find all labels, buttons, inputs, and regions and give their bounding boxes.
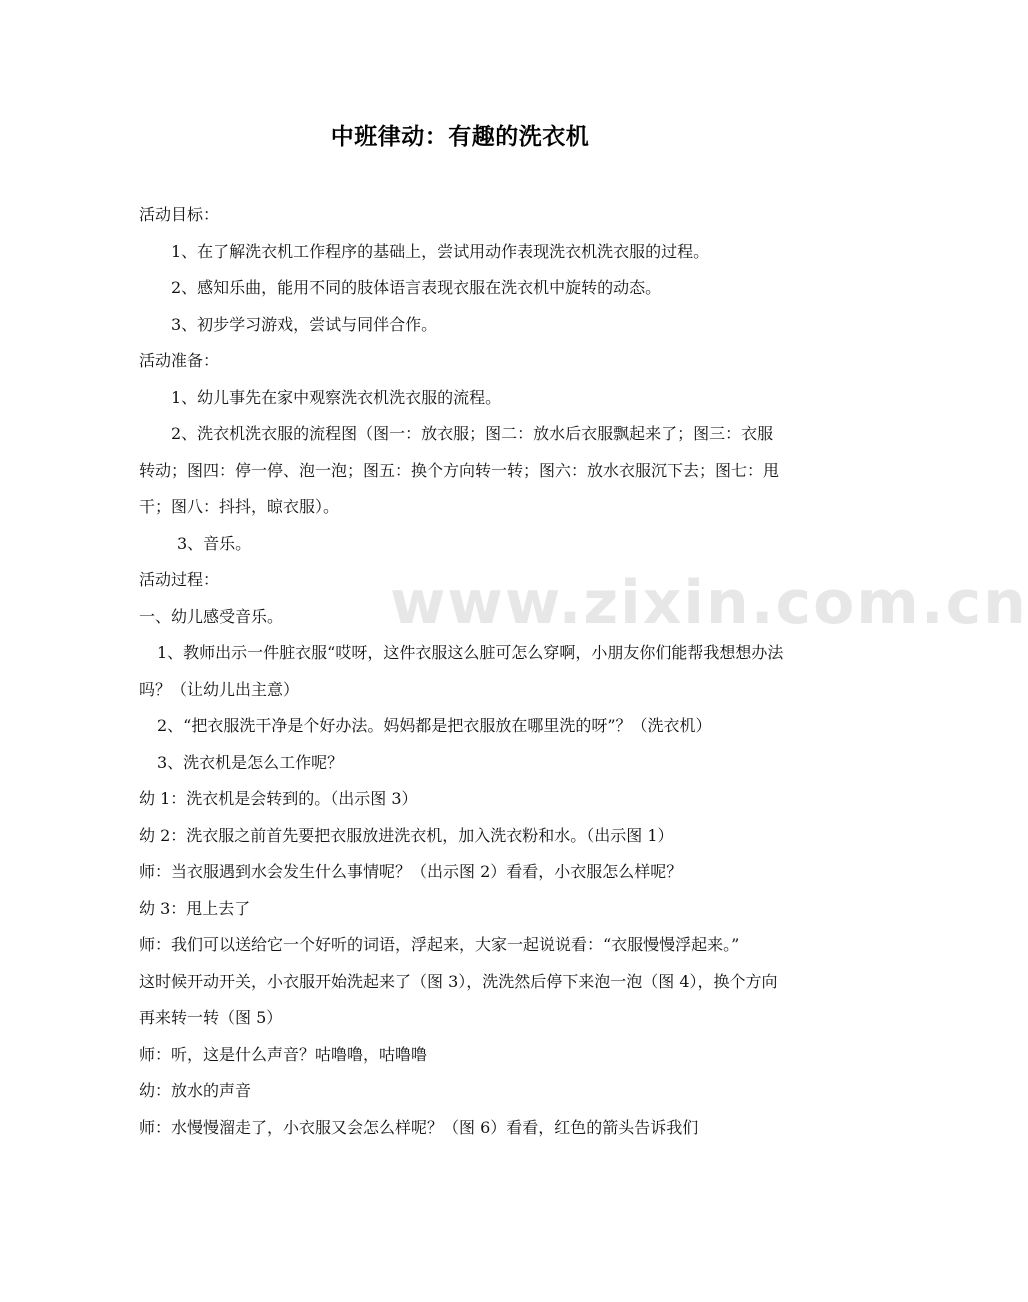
dialog-line: 师：水慢慢溜走了，小衣服又会怎么样呢？（图 6）看看，红色的箭头告诉我们 bbox=[139, 1117, 699, 1137]
dialog-line: 师：当衣服遇到水会发生什么事情呢？（出示图 2）看看，小衣服怎么样呢？ bbox=[139, 862, 683, 881]
prep-item: 1、幼儿事先在家中观察洗衣机洗衣服的流程。 bbox=[171, 387, 502, 407]
process-item: 2、“把衣服洗干净是个好办法。妈妈都是把衣服放在哪里洗的呀”？（洗衣机） bbox=[157, 716, 712, 735]
prep-item: 2、洗衣机洗衣服的流程图（图一：放衣服；图二：放水后衣服飘起来了；图三：衣服转动；图四：停一停、泡一泡；图五：换个方向转一转；图六：放水衣服沉下去；图七：甩干；图八：抖抖，晾衣服）。 bbox=[139, 424, 780, 516]
dialog-line: 幼 1：洗衣机是会转到的。（出示图 3） bbox=[139, 789, 418, 808]
process-item: 1、教师出示一件脏衣服“哎呀，这件衣服这么脏可怎么穿啊，小朋友你们能帮我想想办法吗？（让幼儿出主意） bbox=[139, 643, 784, 699]
dialog-line: 师：听，这是什么声音？咕噜噜，咕噜噜 bbox=[139, 1044, 428, 1064]
goals-heading: 活动目标： bbox=[139, 205, 220, 224]
process-item: 3、洗衣机是怎么工作呢？ bbox=[157, 752, 344, 772]
process-heading: 活动过程： bbox=[139, 570, 220, 589]
dialog-line: 幼 3：甩上去了 bbox=[139, 898, 251, 918]
dialog-line: 师：我们可以送给它一个好听的词语，浮起来，大家一起说说看：“衣服慢慢浮起来。” bbox=[139, 935, 740, 954]
prep-item: 3、音乐。 bbox=[177, 533, 252, 553]
goal-item: 1、在了解洗衣机工作程序的基础上，尝试用动作表现洗衣机洗衣服的过程。 bbox=[171, 241, 710, 261]
prep-heading: 活动准备： bbox=[139, 351, 220, 370]
process-subheading: 一、幼儿感受音乐。 bbox=[139, 606, 284, 626]
dialog-line: 这时候开动开关，小衣服开始洗起来了（图 3），洗洗然后停下来泡一泡（图 4），换个方向再来转一转（图 5） bbox=[139, 971, 778, 1027]
watermark: www.zixin.com.cn bbox=[390, 568, 1028, 638]
dialog-line: 幼 2：洗衣服之前首先要把衣服放进洗衣机，加入洗衣粉和水。（出示图 1） bbox=[139, 825, 674, 845]
goal-item: 2、感知乐曲，能用不同的肢体语言表现衣服在洗衣机中旋转的动态。 bbox=[171, 278, 662, 297]
goal-item: 3、初步学习游戏，尝试与同伴合作。 bbox=[171, 314, 438, 334]
document-body bbox=[139, 197, 784, 1146]
page-title: 中班律动：有趣的洗衣机 bbox=[330, 124, 590, 150]
dialog-line: 幼：放水的声音 bbox=[139, 1081, 252, 1100]
